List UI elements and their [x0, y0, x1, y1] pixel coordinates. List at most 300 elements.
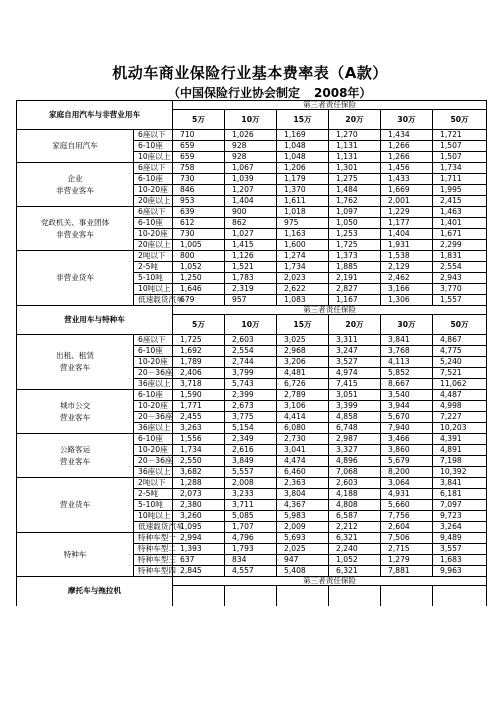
- premium-value: 6,321: [329, 533, 381, 544]
- coverage-column-header: 30万: [381, 315, 433, 335]
- premium-value: 7,415: [329, 379, 381, 390]
- table-row: [17, 207, 487, 218]
- premium-value: 4,808: [329, 500, 381, 511]
- premium-value: 1,306: [381, 295, 433, 306]
- vehicle-subtype: 2-5吨: [134, 489, 173, 500]
- premium-value: 1,711: [433, 174, 487, 185]
- coverage-column-header: 20万: [329, 110, 381, 130]
- premium-value: 730: [173, 174, 225, 185]
- premium-value: 2,789: [277, 390, 329, 401]
- premium-value: 1,301: [329, 163, 381, 174]
- premium-value: 3,064: [381, 478, 433, 489]
- premium-value: 2,462: [381, 273, 433, 284]
- premium-value: 1,404: [381, 229, 433, 240]
- premium-value: 1,288: [173, 478, 225, 489]
- table-row: [17, 130, 487, 141]
- premium-value: 2,349: [225, 434, 277, 445]
- premium-value: 3,557: [433, 544, 487, 555]
- premium-value: 5,240: [433, 357, 487, 368]
- premium-value: 2,023: [277, 273, 329, 284]
- vehicle-subtype: 6-10座: [134, 346, 173, 357]
- table-row: [17, 533, 487, 544]
- premium-value: 834: [225, 555, 277, 566]
- premium-value: 1,229: [381, 207, 433, 218]
- premium-value: 1,831: [433, 251, 487, 262]
- vehicle-subtype: 20－36座: [134, 412, 173, 423]
- vehicle-group-label: 营业货车: [17, 478, 134, 533]
- premium-value: 1,131: [329, 152, 381, 163]
- premium-value: 1,275: [329, 174, 381, 185]
- premium-value: 2,622: [277, 284, 329, 295]
- vehicle-subtype: 2吨以下: [134, 478, 173, 489]
- premium-value: 3,804: [277, 489, 329, 500]
- premium-value: 6,181: [433, 489, 487, 500]
- vehicle-subtype: 20座以上: [134, 240, 173, 251]
- coverage-column-header: [433, 586, 487, 606]
- premium-value: 9,489: [433, 533, 487, 544]
- premium-value: 1,050: [329, 218, 381, 229]
- coverage-column-header: 5万: [173, 315, 225, 335]
- premium-value: 975: [277, 218, 329, 229]
- premium-value: 6,460: [277, 467, 329, 478]
- table-row: [17, 163, 487, 174]
- premium-value: 846: [173, 185, 225, 196]
- subtitle-year: 2008年）: [314, 86, 372, 100]
- premium-value: 4,931: [381, 489, 433, 500]
- coverage-column-header: 15万: [277, 110, 329, 130]
- premium-value: 4,391: [433, 434, 487, 445]
- premium-value: 2,009: [277, 522, 329, 533]
- premium-value: 1,434: [381, 130, 433, 141]
- premium-value: 1,484: [329, 185, 381, 196]
- premium-value: 7,506: [381, 533, 433, 544]
- coverage-column-header: 50万: [433, 315, 487, 335]
- vehicle-group-label: 公路客运 营业客车: [17, 434, 134, 478]
- premium-value: 8,667: [381, 379, 433, 390]
- premium-value: 6,587: [329, 511, 381, 522]
- premium-value: 2,406: [173, 368, 225, 379]
- section-band-row: [17, 306, 487, 315]
- premium-value: 1,931: [381, 240, 433, 251]
- vehicle-subtype: 10吨以上: [134, 511, 173, 522]
- premium-value: 5,154: [225, 423, 277, 434]
- premium-value: 1,179: [277, 174, 329, 185]
- premium-value: 1,557: [433, 295, 487, 306]
- premium-value: 1,177: [381, 218, 433, 229]
- vehicle-group-label: 企业 非营业客车: [17, 163, 134, 207]
- premium-value: 3,166: [381, 284, 433, 295]
- premium-value: 1,783: [225, 273, 277, 284]
- premium-value: 3,399: [329, 401, 381, 412]
- premium-value: 1,097: [329, 207, 381, 218]
- premium-value: 4,796: [225, 533, 277, 544]
- premium-value: 1,027: [225, 229, 277, 240]
- premium-value: 10,392: [433, 467, 487, 478]
- premium-value: 2,212: [329, 522, 381, 533]
- premium-value: 1,507: [433, 152, 487, 163]
- premium-value: 1,279: [381, 555, 433, 566]
- premium-value: 1,456: [381, 163, 433, 174]
- premium-value: 1,052: [329, 555, 381, 566]
- premium-value: 1,373: [329, 251, 381, 262]
- premium-value: 953: [173, 196, 225, 207]
- premium-value: 1,415: [225, 240, 277, 251]
- premium-value: 1,250: [173, 273, 225, 284]
- premium-value: 928: [225, 152, 277, 163]
- premium-value: 1,793: [225, 544, 277, 555]
- coverage-column-header: [173, 586, 225, 606]
- premium-value: 1,067: [225, 163, 277, 174]
- premium-value: 1,669: [381, 185, 433, 196]
- vehicle-subtype: 36座以上: [134, 423, 173, 434]
- premium-value: 3,206: [277, 357, 329, 368]
- premium-value: 3,841: [381, 335, 433, 346]
- premium-value: 2,363: [277, 478, 329, 489]
- premium-value: 3,327: [329, 445, 381, 456]
- premium-value: 1,274: [277, 251, 329, 262]
- coverage-column-header: [277, 586, 329, 606]
- premium-value: 1,789: [173, 357, 225, 368]
- premium-value: 1,393: [173, 544, 225, 555]
- vehicle-subtype: 10-20座: [134, 445, 173, 456]
- premium-value: 7,756: [381, 511, 433, 522]
- premium-value: 1,404: [225, 196, 277, 207]
- premium-value: 1,734: [277, 262, 329, 273]
- vehicle-subtype: 特种车型一: [134, 533, 173, 544]
- premium-value: 1,725: [173, 335, 225, 346]
- premium-value: 1,048: [277, 152, 329, 163]
- premium-value: 2,730: [277, 434, 329, 445]
- premium-value: 1,270: [329, 130, 381, 141]
- premium-value: 2,073: [173, 489, 225, 500]
- premium-value: 2,987: [329, 434, 381, 445]
- premium-value: 4,974: [329, 368, 381, 379]
- premium-value: 2,943: [433, 273, 487, 284]
- vehicle-subtype: 特种车型二: [134, 544, 173, 555]
- premium-value: 1,600: [277, 240, 329, 251]
- rate-table: [16, 100, 487, 606]
- premium-value: 4,474: [277, 456, 329, 467]
- premium-value: 1,163: [277, 229, 329, 240]
- premium-value: 1,683: [433, 555, 487, 566]
- vehicle-subtype: 2吨以下: [134, 251, 173, 262]
- coverage-column-header: 50万: [433, 110, 487, 130]
- premium-value: 7,521: [433, 368, 487, 379]
- vehicle-group-label: 出租、租赁 营业客车: [17, 335, 134, 390]
- premium-value: 3,540: [381, 390, 433, 401]
- premium-value: 3,247: [329, 346, 381, 357]
- premium-value: 2,455: [173, 412, 225, 423]
- premium-value: 2,129: [381, 262, 433, 273]
- premium-value: 1,725: [329, 240, 381, 251]
- premium-value: 4,481: [277, 368, 329, 379]
- vehicle-subtype: 10-20座: [134, 229, 173, 240]
- premium-value: 3,775: [225, 412, 277, 423]
- section-header: 家庭自用汽车与非营业用车: [17, 101, 173, 130]
- premium-value: 1,707: [225, 522, 277, 533]
- premium-value: 1,538: [381, 251, 433, 262]
- vehicle-subtype: 特种车型三: [134, 555, 173, 566]
- section-header: 营业用车与特种车: [17, 306, 173, 335]
- premium-value: 1,721: [433, 130, 487, 141]
- coverage-column-header: 10万: [225, 110, 277, 130]
- premium-value: 659: [173, 141, 225, 152]
- premium-value: 2,968: [277, 346, 329, 357]
- premium-value: 9,963: [433, 566, 487, 577]
- premium-value: 3,025: [277, 335, 329, 346]
- vehicle-subtype: 20－36座: [134, 456, 173, 467]
- premium-value: 4,487: [433, 390, 487, 401]
- vehicle-subtype: 10-20座: [134, 185, 173, 196]
- premium-value: 4,557: [225, 566, 277, 577]
- section-band-row: [17, 101, 487, 110]
- coverage-column-header: 5万: [173, 110, 225, 130]
- premium-value: 4,188: [329, 489, 381, 500]
- premium-value: 3,799: [225, 368, 277, 379]
- subtitle-org: （中国保险行业协会制定: [168, 86, 301, 100]
- premium-value: 5,983: [277, 511, 329, 522]
- premium-value: 928: [225, 141, 277, 152]
- premium-value: 1,507: [433, 141, 487, 152]
- vehicle-group-label: 城市公交 营业客车: [17, 390, 134, 434]
- premium-value: 8,200: [381, 467, 433, 478]
- table-row: [17, 434, 487, 445]
- premium-value: 4,113: [381, 357, 433, 368]
- premium-value: 1,083: [277, 295, 329, 306]
- premium-value: 3,770: [433, 284, 487, 295]
- premium-value: 7,068: [329, 467, 381, 478]
- vehicle-subtype: 10座以上: [134, 152, 173, 163]
- premium-value: 2,744: [225, 357, 277, 368]
- premium-value: 2,994: [173, 533, 225, 544]
- premium-value: 1,207: [225, 185, 277, 196]
- premium-value: 710: [173, 130, 225, 141]
- coverage-column-header: 10万: [225, 315, 277, 335]
- premium-value: 1,253: [329, 229, 381, 240]
- premium-value: 1,048: [277, 141, 329, 152]
- coverage-column-header: [329, 586, 381, 606]
- premium-value: 7,940: [381, 423, 433, 434]
- premium-value: 1,167: [329, 295, 381, 306]
- premium-value: 659: [173, 152, 225, 163]
- premium-value: 3,260: [173, 511, 225, 522]
- premium-value: 1,556: [173, 434, 225, 445]
- premium-value: 10,203: [433, 423, 487, 434]
- premium-value: 1,885: [329, 262, 381, 273]
- premium-value: 862: [225, 218, 277, 229]
- premium-value: 1,169: [277, 130, 329, 141]
- premium-value: 2,554: [225, 346, 277, 357]
- premium-value: 5,852: [381, 368, 433, 379]
- premium-value: 9,723: [433, 511, 487, 522]
- premium-value: 2,299: [433, 240, 487, 251]
- premium-value: 11,062: [433, 379, 487, 390]
- premium-value: 2,319: [225, 284, 277, 295]
- premium-value: 900: [225, 207, 277, 218]
- premium-value: 2,845: [173, 566, 225, 577]
- premium-value: 4,858: [329, 412, 381, 423]
- page-subtitle: [168, 84, 371, 101]
- premium-value: 3,718: [173, 379, 225, 390]
- premium-value: 4,367: [277, 500, 329, 511]
- premium-value: 5,693: [277, 533, 329, 544]
- premium-value: 4,896: [329, 456, 381, 467]
- premium-value: 947: [277, 555, 329, 566]
- premium-value: 2,240: [329, 544, 381, 555]
- premium-value: 2,008: [225, 478, 277, 489]
- premium-value: 637: [173, 555, 225, 566]
- table-row: [17, 335, 487, 346]
- premium-value: 2,673: [225, 401, 277, 412]
- premium-value: 2,827: [329, 284, 381, 295]
- premium-value: 2,191: [329, 273, 381, 284]
- premium-value: 7,227: [433, 412, 487, 423]
- coverage-band-label: 第三者责任保险: [173, 101, 487, 110]
- premium-value: 3,233: [225, 489, 277, 500]
- premium-value: 5,670: [381, 412, 433, 423]
- premium-value: 800: [173, 251, 225, 262]
- vehicle-subtype: 5-10吨: [134, 273, 173, 284]
- premium-value: 3,711: [225, 500, 277, 511]
- table-row: [17, 478, 487, 489]
- premium-value: 758: [173, 163, 225, 174]
- premium-value: 2,001: [381, 196, 433, 207]
- section-band-row: [17, 577, 487, 586]
- vehicle-subtype: 6座以下: [134, 207, 173, 218]
- vehicle-subtype: 6座以下: [134, 130, 173, 141]
- vehicle-subtype: 6-10座: [134, 218, 173, 229]
- vehicle-subtype: 20座以上: [134, 196, 173, 207]
- vehicle-subtype: 5-10吨: [134, 500, 173, 511]
- premium-value: 1,370: [277, 185, 329, 196]
- premium-value: 1,734: [433, 163, 487, 174]
- vehicle-subtype: 6座以下: [134, 163, 173, 174]
- vehicle-subtype: 6-10座: [134, 434, 173, 445]
- premium-value: 1,762: [329, 196, 381, 207]
- premium-value: 1,401: [433, 218, 487, 229]
- premium-value: 3,768: [381, 346, 433, 357]
- premium-value: 2,380: [173, 500, 225, 511]
- premium-value: 2,025: [277, 544, 329, 555]
- premium-value: 3,106: [277, 401, 329, 412]
- vehicle-subtype: 20－36座: [134, 368, 173, 379]
- premium-value: 3,263: [173, 423, 225, 434]
- premium-value: 1,039: [225, 174, 277, 185]
- premium-value: 7,881: [381, 566, 433, 577]
- vehicle-subtype: 6-10座: [134, 141, 173, 152]
- premium-value: 730: [173, 229, 225, 240]
- premium-value: 7,198: [433, 456, 487, 467]
- premium-value: 2,399: [225, 390, 277, 401]
- premium-value: 3,944: [381, 401, 433, 412]
- premium-value: 1,590: [173, 390, 225, 401]
- premium-value: 1,463: [433, 207, 487, 218]
- premium-value: 3,311: [329, 335, 381, 346]
- premium-value: 3,264: [433, 522, 487, 533]
- vehicle-subtype: 低速载货汽车: [134, 522, 173, 533]
- premium-value: 1,126: [225, 251, 277, 262]
- table-row: [17, 251, 487, 262]
- premium-value: 4,891: [433, 445, 487, 456]
- vehicle-subtype: 6座以下: [134, 335, 173, 346]
- vehicle-subtype: 2-5吨: [134, 262, 173, 273]
- premium-value: 3,860: [381, 445, 433, 456]
- premium-value: 1,646: [173, 284, 225, 295]
- premium-value: 5,557: [225, 467, 277, 478]
- premium-value: 2,603: [329, 478, 381, 489]
- premium-value: 3,849: [225, 456, 277, 467]
- premium-value: 679: [173, 295, 225, 306]
- premium-value: 2,550: [173, 456, 225, 467]
- premium-value: 5,408: [277, 566, 329, 577]
- premium-value: 3,041: [277, 445, 329, 456]
- vehicle-subtype: 特种车型四: [134, 566, 173, 577]
- coverage-column-header: [381, 586, 433, 606]
- premium-value: 1,521: [225, 262, 277, 273]
- premium-value: 4,998: [433, 401, 487, 412]
- premium-value: 1,771: [173, 401, 225, 412]
- premium-value: 6,080: [277, 423, 329, 434]
- section-header: 摩托车与拖拉机: [17, 577, 173, 606]
- premium-value: 7,097: [433, 500, 487, 511]
- coverage-column-header: 15万: [277, 315, 329, 335]
- premium-value: 3,466: [381, 434, 433, 445]
- table-row: [17, 390, 487, 401]
- premium-value: 5,679: [381, 456, 433, 467]
- premium-value: 6,321: [329, 566, 381, 577]
- premium-value: 639: [173, 207, 225, 218]
- premium-value: 1,433: [381, 174, 433, 185]
- vehicle-subtype: 36座以上: [134, 467, 173, 478]
- premium-value: 1,095: [173, 522, 225, 533]
- premium-value: 5,743: [225, 379, 277, 390]
- vehicle-group-label: 党政机关、事业团体 非营业客车: [17, 207, 134, 251]
- premium-value: 1,692: [173, 346, 225, 357]
- premium-value: 1,266: [381, 141, 433, 152]
- premium-value: 4,867: [433, 335, 487, 346]
- premium-value: 1,671: [433, 229, 487, 240]
- premium-value: 5,660: [381, 500, 433, 511]
- vehicle-group-label: 非营业货车: [17, 251, 134, 306]
- coverage-column-header: [225, 586, 277, 606]
- vehicle-subtype: 36座以上: [134, 379, 173, 390]
- premium-value: 4,414: [277, 412, 329, 423]
- premium-value: 1,131: [329, 141, 381, 152]
- vehicle-subtype: 低速载货汽车: [134, 295, 173, 306]
- coverage-band-label: 第三者责任保险: [173, 577, 487, 586]
- premium-value: 3,682: [173, 467, 225, 478]
- coverage-column-header: 20万: [329, 315, 381, 335]
- page-title: 机动车商业保险行业基本费率表（A款）: [112, 64, 388, 82]
- premium-value: 6,726: [277, 379, 329, 390]
- premium-value: 612: [173, 218, 225, 229]
- premium-value: 5,085: [225, 511, 277, 522]
- premium-value: 1,734: [173, 445, 225, 456]
- premium-value: 1,018: [277, 207, 329, 218]
- vehicle-subtype: 10-20座: [134, 357, 173, 368]
- premium-value: 1,266: [381, 152, 433, 163]
- vehicle-group-label: 家庭自用汽车: [17, 130, 134, 163]
- premium-value: 3,841: [433, 478, 487, 489]
- coverage-band-label: 第三者责任保险: [173, 306, 487, 315]
- premium-value: 4,775: [433, 346, 487, 357]
- coverage-column-header: 30万: [381, 110, 433, 130]
- premium-value: 2,604: [381, 522, 433, 533]
- premium-value: 1,026: [225, 130, 277, 141]
- premium-value: 1,005: [173, 240, 225, 251]
- rate-sheet: [16, 100, 486, 606]
- premium-value: 1,611: [277, 196, 329, 207]
